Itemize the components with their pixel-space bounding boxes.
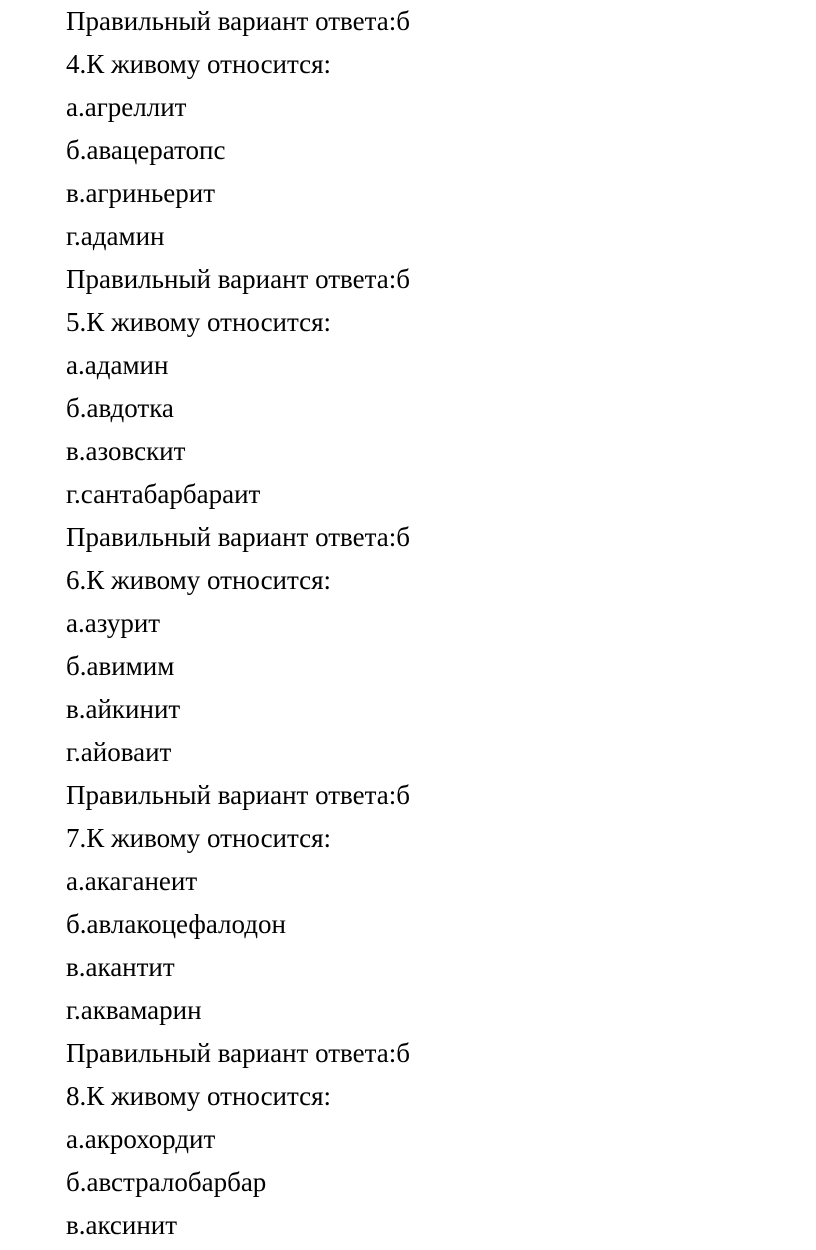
option-line: г.айоваит	[66, 737, 172, 767]
answer-line: Правильный вариант ответа:б	[66, 1038, 410, 1068]
option-line: г.сантабарбараит	[66, 479, 261, 509]
option-line: г.аквамарин	[66, 995, 202, 1025]
option-line: в.аксинит	[66, 1210, 178, 1240]
option-line: г.адамин	[66, 221, 165, 251]
option-line: а.акрохордит	[66, 1124, 216, 1154]
question-line: 7.К живому относится:	[66, 823, 332, 853]
question-line: 8.К живому относится:	[66, 1081, 332, 1111]
option-line: а.адамин	[66, 350, 169, 380]
answer-line: Правильный вариант ответа:б	[66, 780, 410, 810]
option-line: а.акаганеит	[66, 866, 198, 896]
question-line: 6.К живому относится:	[66, 565, 332, 595]
option-line: в.азовскит	[66, 436, 186, 466]
option-line: в.агриньерит	[66, 178, 216, 208]
option-line: б.авимим	[66, 651, 175, 681]
option-line: а.азурит	[66, 608, 161, 638]
option-line: в.айкинит	[66, 694, 181, 724]
answer-line: Правильный вариант ответа:б	[66, 522, 410, 552]
answer-line: Правильный вариант ответа:б	[66, 6, 410, 36]
option-line: б.авлакоцефалодон	[66, 909, 286, 939]
option-line: б.австралобарбар	[66, 1167, 267, 1197]
option-line: а.агреллит	[66, 92, 187, 122]
question-line: 5.К живому относится:	[66, 307, 332, 337]
answer-line: Правильный вариант ответа:б	[66, 264, 410, 294]
document-text	[66, 0, 806, 1247]
option-line: б.авдотка	[66, 393, 174, 423]
option-line: б.авацератопс	[66, 135, 226, 165]
question-line: 4.К живому относится:	[66, 49, 332, 79]
option-line: в.акантит	[66, 952, 175, 982]
